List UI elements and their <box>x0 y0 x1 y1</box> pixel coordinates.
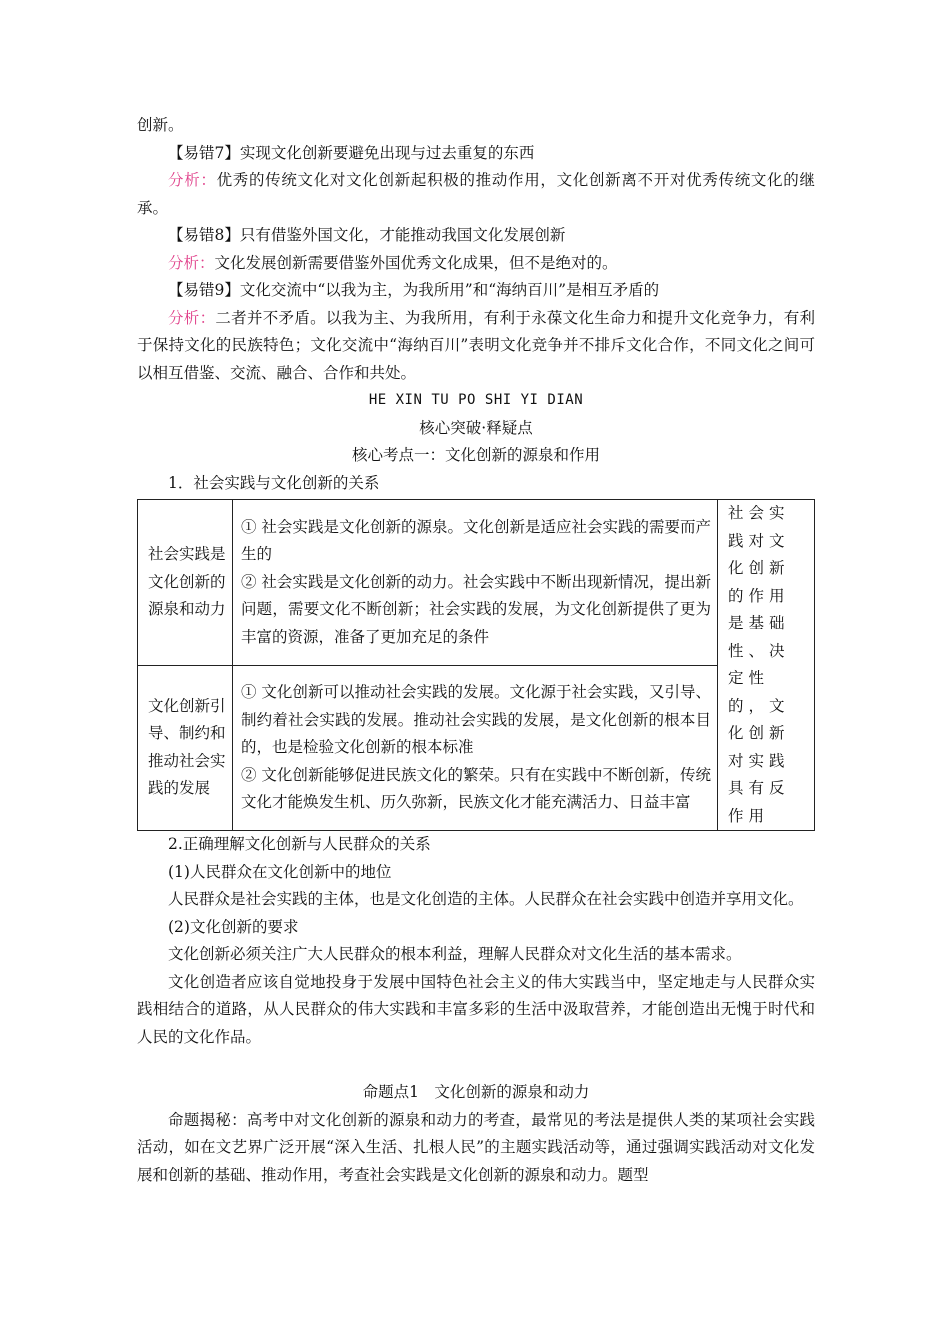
analysis-text: 优秀的传统文化对文化创新起积极的推动作用，文化创新离不开对优秀传统文化的继承。 <box>137 171 815 217</box>
error-text: 实现文化创新要避免出现与过去重复的东西 <box>239 143 535 162</box>
document-page <box>137 112 815 1189</box>
error-tag: 【易错7】 <box>168 143 240 162</box>
row2-left-cell: 文化创新引导、制约和推动社会实践的发展 <box>138 665 233 831</box>
spacer <box>137 1051 815 1079</box>
row1-left-cell: 社会实践是文化创新的源泉和动力 <box>138 500 233 666</box>
row2-mid-cell <box>233 665 718 831</box>
mingti-heading: 命题点1 文化创新的源泉和动力 <box>362 1083 590 1101</box>
error-item-9 <box>137 277 815 305</box>
error-item-7 <box>137 140 815 168</box>
analysis-label: 分析： <box>168 171 217 189</box>
sub-1-text: 人民群众是社会实践的主体，也是文化创造的主体。人民群众在社会实践中创造并享用文化。 <box>168 890 804 908</box>
row2-point-2: ② 文化创新能够促进民族文化的繁荣。只有在实践中不断创新，传统文化才能焕发生机、历久弥新，民族文化才能充满活力、日益丰富 <box>241 765 711 811</box>
sub-2-title: (2)文化创新的要求 <box>168 917 299 936</box>
analysis-9 <box>137 305 815 388</box>
section-heading: 核心突破·释疑点 <box>419 418 533 437</box>
continued-paragraph: 创新。 <box>137 116 184 134</box>
mingti-text: 命题揭秘：高考中对文化创新的源泉和动力的考查，最常见的考法是提供人类的某项社会实践活动，如在文艺界广泛开展“深入生活、扎根人民”的主题实践活动等，通过强调实践活动对文化发展和创新的基础、推动作用，考查社会实践是文化创新的源泉和动力。题型 <box>137 1110 815 1184</box>
row1-point-1: ① 社会实践是文化创新的源泉。文化创新是适应社会实践的需要而产生的 <box>241 517 711 563</box>
sub-2-text-1: 文化创新必须关注广大人民群众的根本利益，理解人民群众对文化生活的基本需求。 <box>168 945 742 963</box>
error-item-8 <box>137 222 815 250</box>
error-text: 文化交流中“以我为主，为我所用”和“海纳百川”是相互矛盾的 <box>239 281 660 299</box>
row2-point-1: ① 文化创新可以推动社会实践的发展。文化源于社会实践，又引导、制约着社会实践的发展。推动社会实践的发展，是文化创新的根本目的，也是检验文化创新的根本标准 <box>241 683 711 756</box>
kaodian-heading: 核心考点一：文化创新的源泉和作用 <box>351 446 600 464</box>
analysis-7 <box>137 167 815 222</box>
error-tag: 【易错8】 <box>168 226 240 244</box>
analysis-label: 分析： <box>168 253 215 272</box>
row1-point-2: ② 社会实践是文化创新的动力。社会实践中不断出现新情况，提出新问题，需要文化不断创新；社会实践的发展，为文化创新提供了更为丰富的资源，准备了更加充足的条件 <box>241 572 711 646</box>
item-2-title: 2.正确理解文化创新与人民群众的关系 <box>168 835 431 853</box>
error-tag: 【易错9】 <box>168 281 240 299</box>
pinyin-heading: HE XIN TU PO SHI YI DIAN <box>368 392 584 408</box>
error-text: 只有借鉴外国文化，才能推动我国文化发展创新 <box>239 226 566 244</box>
relationship-table <box>137 499 815 831</box>
table-row <box>138 500 815 666</box>
right-summary-cell: 社会实践对文化创新的作用是基础性、决定性的，文化创新对实践具有反作用 <box>718 500 815 831</box>
table-row <box>138 665 815 831</box>
analysis-label: 分析： <box>168 308 216 327</box>
sub-2-text-2: 文化创造者应该自觉地投身于发展中国特色社会主义的伟大实践当中，坚定地走与人民群众实践相结合的道路，从人民群众的伟大实践和丰富多彩的生活中汲取营养，才能创造出无愧于时代和人民的文化作品。 <box>137 972 815 1046</box>
row1-mid-cell <box>233 500 718 666</box>
item-1-title: 1．社会实践与文化创新的关系 <box>168 473 380 492</box>
sub-1-title: (1)人民群众在文化创新中的地位 <box>168 862 392 881</box>
analysis-8 <box>137 250 815 278</box>
analysis-text: 文化发展创新需要借鉴外国优秀文化成果，但不是绝对的。 <box>214 253 618 272</box>
analysis-text: 二者并不矛盾。以我为主、为我所用，有利于永葆文化生命力和提升文化竞争力，有利于保持文化的民族特色；文化交流中“海纳百川”表明文化竞争并不排斥文化合作，不同文化之间可以相互借鉴、交流、融合、合作和共处。 <box>137 308 815 382</box>
